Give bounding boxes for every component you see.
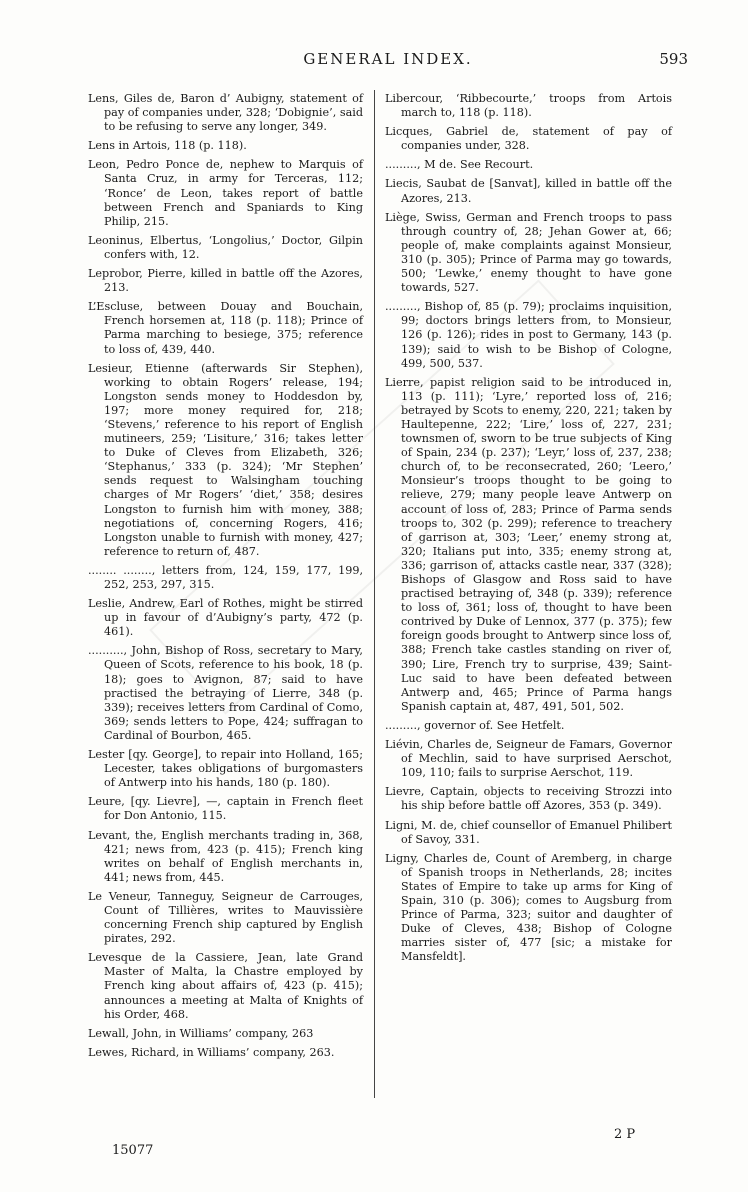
index-entry: Leprobor, Pierre, killed in battle off the Azores, 213. (88, 267, 363, 295)
index-entry: Lewall, John, in Williams’ company, 263 (88, 1026, 314, 1040)
index-entry: Licques, Gabriel de, statement of pay of companies under, 328. (385, 125, 672, 153)
index-entry: ........ ........, letters from, 124, 159, 177, 199, 252, 253, 297, 315. (88, 563, 363, 591)
index-entry: Leoninus, Elbertus, ‘Longolius,’ Doctor, Gilpin confers with, 12. (88, 233, 363, 261)
index-entry: ........., governor of. See Hetfelt. (385, 718, 565, 732)
index-entry: Lester [qy. George], to repair into Holland, 165; Lecester, takes obligations of burgomasters of Antwerp into his hands, 180 (p. 180). (88, 748, 363, 790)
index-entry: Levesque de la Cassiere, Jean, late Grand Master of Malta, la Chastre employed by French king about affairs of, 423 (p. 415); announces a meeting at Malta of Knights of his Order, 468. (88, 951, 363, 1021)
page-header (88, 50, 688, 72)
index-entry: Lens, Giles de, Baron d’ Aubigny, statement of pay of companies under, 328; ‘Dobignie’, said to be refusing to serve any longer, 349. (88, 92, 363, 134)
running-title: GENERAL INDEX. (303, 50, 473, 68)
index-entry: Libercour, ‘Ribbecourte,’ troops from Artois march to, 118 (p. 118). (385, 92, 672, 120)
column-divider (374, 90, 375, 1098)
gathering-mark: 2 P (614, 1127, 636, 1142)
index-entry: Liecis, Saubat de [Sanvat], killed in battle off the Azores, 213. (385, 177, 672, 205)
index-entry: Leon, Pedro Ponce de, nephew to Marquis of Santa Cruz, in army for Terceras, 112; ‘Ronce’ de Leon, takes report of battle between French and Spaniards to King Philip, 215. (88, 158, 363, 228)
index-entry: Lierre, papist religion said to be introduced in, 113 (p. 111); ‘Lyre,’ reported loss of, 216; betrayed by Scots to enemy, 220, 221; taken by Haultepenne, 222; ‘Lire,’ loss of, 227, 231; townsmen of, sworn to be true subjects of King of Spain, 234 (p. 237); ‘Leyr,’ loss of, 237, 238; church of, to be reconsecrated, 260; ‘Leero,’ Monsieur’s troops thought to be going to relieve, 279; many people leave Antwerp on account of loss of, 283; Prince of Parma sends troops to, 302 (p. 299); reference to treachery of garrison at, 303; ‘Leer,’ enemy strong at, 320; Italians put into, 335; enemy strong at, 336; garrison of, attacks castle near, 337 (328); Bishops of Glasgow and Ross said to have practised betraying of, 348 (p. 339); reference to loss of, 361; loss of, thought to have been contrived by Duke of Lennox, 377 (p. 375); few foreign goods brought to Antwerp since loss of, 388; French take castles standing on river of, 390; Lire, French try to surprise, 439; Saint-Luc said to have been defeated between Antwerp and, 465; Prince of Parma hangs Spanish captain at, 487, 491, 501, 502. (385, 375, 672, 713)
index-entry: Liévin, Charles de, Seigneur de Famars, Governor of Mechlin, said to have surprised Aerschot, 109, 110; fails to surprise Aerschot, 119. (385, 738, 672, 780)
page-number: 593 (659, 50, 688, 68)
index-entry: Lewes, Richard, in Williams’ company, 263. (88, 1045, 335, 1059)
index-entry: L’Escluse, between Douay and Bouchain, French horsemen at, 118 (p. 118); Prince of Parma marching to besiege, 375; reference to loss of, 439, 440. (88, 300, 363, 356)
index-entry: ........., M de. See Recourt. (385, 158, 534, 172)
signature-mark: 15077 (112, 1143, 154, 1158)
index-entry: Levant, the, English merchants trading in, 368, 421; news from, 423 (p. 415); French king writes on behalf of English merchants in, 441; news from, 445. (88, 828, 363, 884)
index-entry: Lievre, Captain, objects to receiving Strozzi into his ship before battle off Azores, 353 (p. 349). (385, 785, 672, 813)
index-entry: Le Veneur, Tanneguy, Seigneur de Carrouges, Count of Tillières, writes to Mauvissière concerning French ship captured by English pirates, 292. (88, 889, 363, 946)
index-entry: Leslie, Andrew, Earl of Rothes, might be stirred up in favour of d’Aubigny’s party, 472 (p. 461). (88, 597, 363, 639)
left-column (88, 92, 363, 1065)
right-column (385, 92, 672, 969)
index-entry: Liège, Swiss, German and French troops to pass through country of, 28; Jehan Gower at, 66; people of, make complaints against Monsieur, 310 (p. 305); Prince of Parma may go towards, 500; ‘Lewke,’ enemy thought to have gone towards, 527. (385, 210, 672, 295)
index-entry: Leure, [qy. Lievre], —, captain in French fleet for Don Antonio, 115. (88, 795, 363, 823)
index-entry: ........., Bishop of, 85 (p. 79); proclaims inquisition, 99; doctors brings letters from, to Monsieur, 126 (p. 126); rides in post to Germany, 143 (p. 139); said to wish to be Bishop of Cologne, 499, 500, 537. (385, 300, 672, 370)
index-entry: Ligny, Charles de, Count of Aremberg, in charge of Spanish troops in Netherlands, 28; incites States of Empire to take up arms for King of Spain, 310 (p. 306); comes to Augsburg from Prince of Parma, 323; suitor and daughter of Duke of Cleves, 438; Bishop of Cologne marries sister of, 477 [sic; a mistake for Mansfeldt]. (385, 851, 672, 964)
index-entry: Lens in Artois, 118 (p. 118). (88, 139, 247, 153)
index-entry: Ligni, M. de, chief counsellor of Emanuel Philibert of Savoy, 331. (385, 818, 672, 846)
index-entry: .........., John, Bishop of Ross, secretary to Mary, Queen of Scots, reference to his book, 18 (p. 18); goes to Avignon, 87; said to have practised the betraying of Lierre, 348 (p. 339); receives letters from Cardinal of Como, 369; sends letters to Pope, 424; suffragan to Cardinal of Bourbon, 465. (88, 644, 363, 742)
index-entry: Lesieur, Etienne (afterwards Sir Stephen), working to obtain Rogers’ release, 194; Longston sends money to Hoddesdon by, 197; more money required for, 218; ‘Stevens,’ reference to his report of English mutineers, 259; ‘Lisiture,’ 316; takes letter to Duke of Cleves from Elizabeth, 326; ‘Stephanus,’ 333 (p. 324); ‘Mr Stephen’ sends request to Walsingham touching charges of Mr Rogers’ ‘diet,’ 358; desires Longston to furnish him with money, 388; negotiations of, concerning Rogers, 416; Longston unable to furnish with money, 427; reference to return of, 487. (88, 361, 363, 558)
